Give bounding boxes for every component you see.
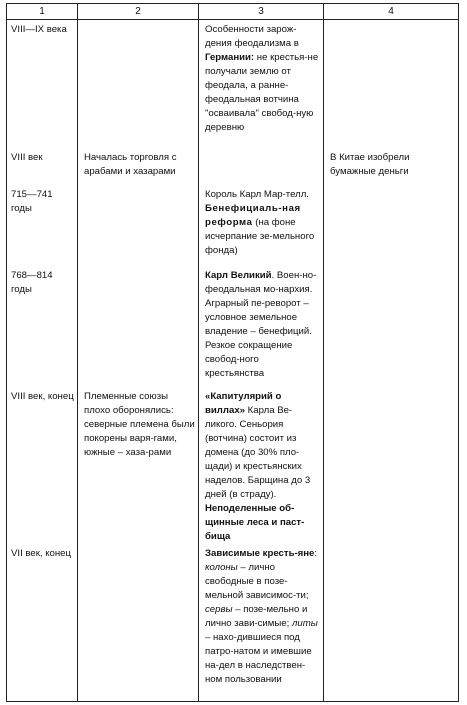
text-segment: литы bbox=[291, 617, 318, 629]
text-segment: Германии: bbox=[205, 52, 255, 63]
text-segment: Особенности зарож-дения феодализма в bbox=[205, 24, 299, 49]
header-row bbox=[7, 4, 459, 20]
col4-cell bbox=[324, 20, 459, 148]
text-segment: сервы bbox=[205, 603, 233, 615]
table-row bbox=[7, 148, 459, 185]
text-segment: – нахо-дившиеся под патро-натом и имевшие на-дел в наследствен-ном пользовании bbox=[205, 631, 312, 685]
period-cell: VIII—IX века bbox=[7, 20, 78, 148]
text-segment: колоны bbox=[205, 561, 238, 573]
table-row bbox=[7, 266, 459, 387]
col2-cell bbox=[78, 185, 199, 266]
col3-cell bbox=[199, 20, 324, 148]
period-cell: VIII век bbox=[7, 148, 78, 185]
table-row bbox=[7, 185, 459, 266]
text-segment: Зависимые кресть-яне bbox=[205, 547, 315, 559]
col2-cell bbox=[78, 544, 199, 702]
text-segment: не крестья-не получали землю от феодала, а ранне-феодальная вотчина "осваивала" свобод-ную деревню bbox=[205, 52, 319, 133]
col2-cell bbox=[78, 266, 199, 387]
text-segment: Король Карл Мар-телл. bbox=[205, 188, 309, 200]
period-cell: 768—814 годы bbox=[7, 266, 78, 387]
header-col-2: 2 bbox=[78, 4, 199, 20]
header-col-1: 1 bbox=[7, 4, 78, 20]
period-cell: VII век, конец bbox=[7, 544, 78, 702]
text-segment: Карла Ве-ликого. Сеньория (вотчина) состоит из домена (до 30% пло-щади) и крестьянских наделов. Барщина до 3 дней (в страду). bbox=[205, 404, 311, 500]
text-segment: – позе-мельно и лично зави-симые; bbox=[205, 603, 308, 629]
table-row bbox=[7, 387, 459, 544]
chronology-table bbox=[6, 3, 459, 702]
text-segment: Бенефициаль-ная реформа bbox=[205, 202, 301, 228]
col4-cell bbox=[324, 387, 459, 544]
text-segment: – лично свободные в позе-мельной зависимос-ти; bbox=[205, 561, 309, 601]
col2-cell bbox=[78, 20, 199, 148]
period-cell: VIII век, конец bbox=[7, 387, 78, 544]
text-segment: (на фоне исчерпание зе-мельного фонда) bbox=[205, 216, 315, 256]
col4-cell bbox=[324, 544, 459, 702]
text-segment: . Воен-но-феодальная мо-нархия. Аграрный пе-реворот – условное земельное владение – бенефиций. Резкое сокращение свобод-ного крестьянства bbox=[205, 269, 317, 379]
header-col-4: 4 bbox=[324, 4, 459, 20]
col3-cell bbox=[199, 544, 324, 702]
col3-cell bbox=[199, 148, 324, 185]
header-col-3: 3 bbox=[199, 4, 324, 20]
col2-cell: Началась торговля с арабами и хазарами bbox=[78, 148, 199, 185]
col4-cell: В Китае изобрели бумажные деньги bbox=[324, 148, 459, 185]
table-row bbox=[7, 20, 459, 148]
text-segment: Карл Великий bbox=[205, 269, 272, 281]
col3-cell bbox=[199, 185, 324, 266]
text-segment: Неподеленные об-щинные леса и паст-бища bbox=[205, 502, 305, 542]
col4-cell bbox=[324, 185, 459, 266]
text-segment: : bbox=[314, 547, 318, 559]
table-row bbox=[7, 544, 459, 702]
period-cell: 715—741 годы bbox=[7, 185, 78, 266]
col3-cell bbox=[199, 266, 324, 387]
text-segment: «Капитулярий о виллах» bbox=[205, 390, 282, 416]
history-table-page bbox=[6, 3, 458, 701]
col3-cell bbox=[199, 387, 324, 544]
col4-cell bbox=[324, 266, 459, 387]
col2-cell: Племенные союзы плохо оборонялись: северные племена были покорены варя-гами, южные – хаза-рами bbox=[78, 387, 199, 544]
